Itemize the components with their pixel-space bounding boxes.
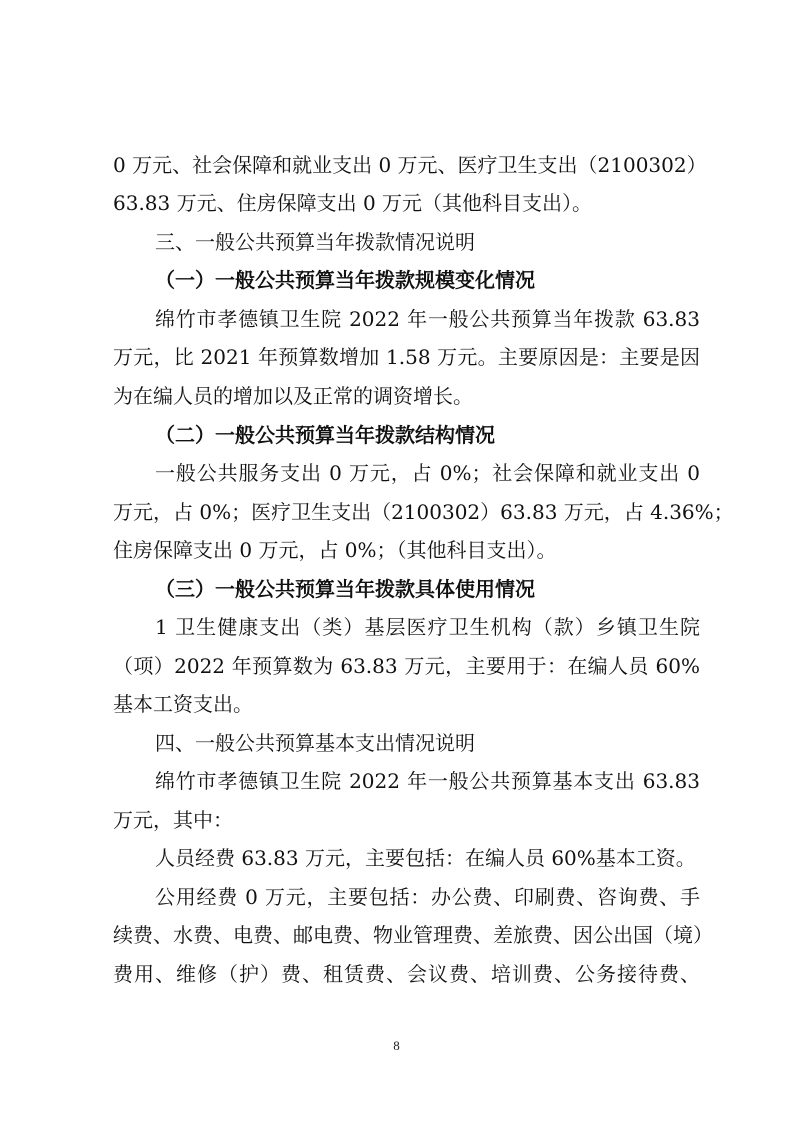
body-line: 63.83 万元、住房保障支出 0 万元（其他科目支出）。 bbox=[113, 191, 593, 215]
subsection-heading: （一）一般公共预算当年拨款规模变化情况 bbox=[155, 268, 535, 292]
section-heading: 三、一般公共预算当年拨款情况说明 bbox=[155, 230, 475, 254]
body-line: 公用经费 0 万元，主要包括：办公费、印刷费、咨询费、手 bbox=[155, 885, 700, 909]
page-number: 8 bbox=[393, 1038, 400, 1053]
body-line: 为在编人员的增加以及正常的调资增长。 bbox=[113, 384, 473, 408]
body-line: 人员经费 63.83 万元，主要包括：在编人员 60%基本工资。 bbox=[155, 846, 696, 870]
body-line: 万元，其中： bbox=[113, 808, 233, 832]
body-line: 续费、水费、电费、邮电费、物业管理费、差旅费、因公出国（境） bbox=[113, 923, 713, 947]
body-line: （项）2022 年预算数为 63.83 万元，主要用于：在编人员 60% bbox=[113, 654, 700, 678]
body-line: 基本工资支出。 bbox=[113, 692, 253, 716]
body-line: 0 万元、社会保障和就业支出 0 万元、医疗卫生支出（2100302） bbox=[113, 153, 707, 177]
body-line: 住房保障支出 0 万元，占 0%；（其他科目支出）。 bbox=[113, 538, 557, 562]
body-line: 万元，占 0%；医疗卫生支出（2100302）63.83 万元，占 4.36%； bbox=[113, 500, 734, 524]
body-line: 绵竹市孝德镇卫生院 2022 年一般公共预算当年拨款 63.83 bbox=[155, 307, 700, 331]
section-heading: 四、一般公共预算基本支出情况说明 bbox=[155, 731, 475, 755]
body-line: 1 卫生健康支出（类）基层医疗卫生机构（款）乡镇卫生院 bbox=[155, 615, 700, 639]
subsection-heading: （二）一般公共预算当年拨款结构情况 bbox=[155, 423, 495, 447]
body-line: 一般公共服务支出 0 万元，占 0%；社会保障和就业支出 0 bbox=[155, 461, 700, 485]
body-line: 费用、维修（护）费、租赁费、会议费、培训费、公务接待费、 bbox=[113, 962, 700, 986]
body-line: 万元，比 2021 年预算数增加 1.58 万元。主要原因是：主要是因 bbox=[113, 345, 700, 369]
subsection-heading: （三）一般公共预算当年拨款具体使用情况 bbox=[155, 577, 535, 601]
body-line: 绵竹市孝德镇卫生院 2022 年一般公共预算基本支出 63.83 bbox=[155, 769, 700, 793]
